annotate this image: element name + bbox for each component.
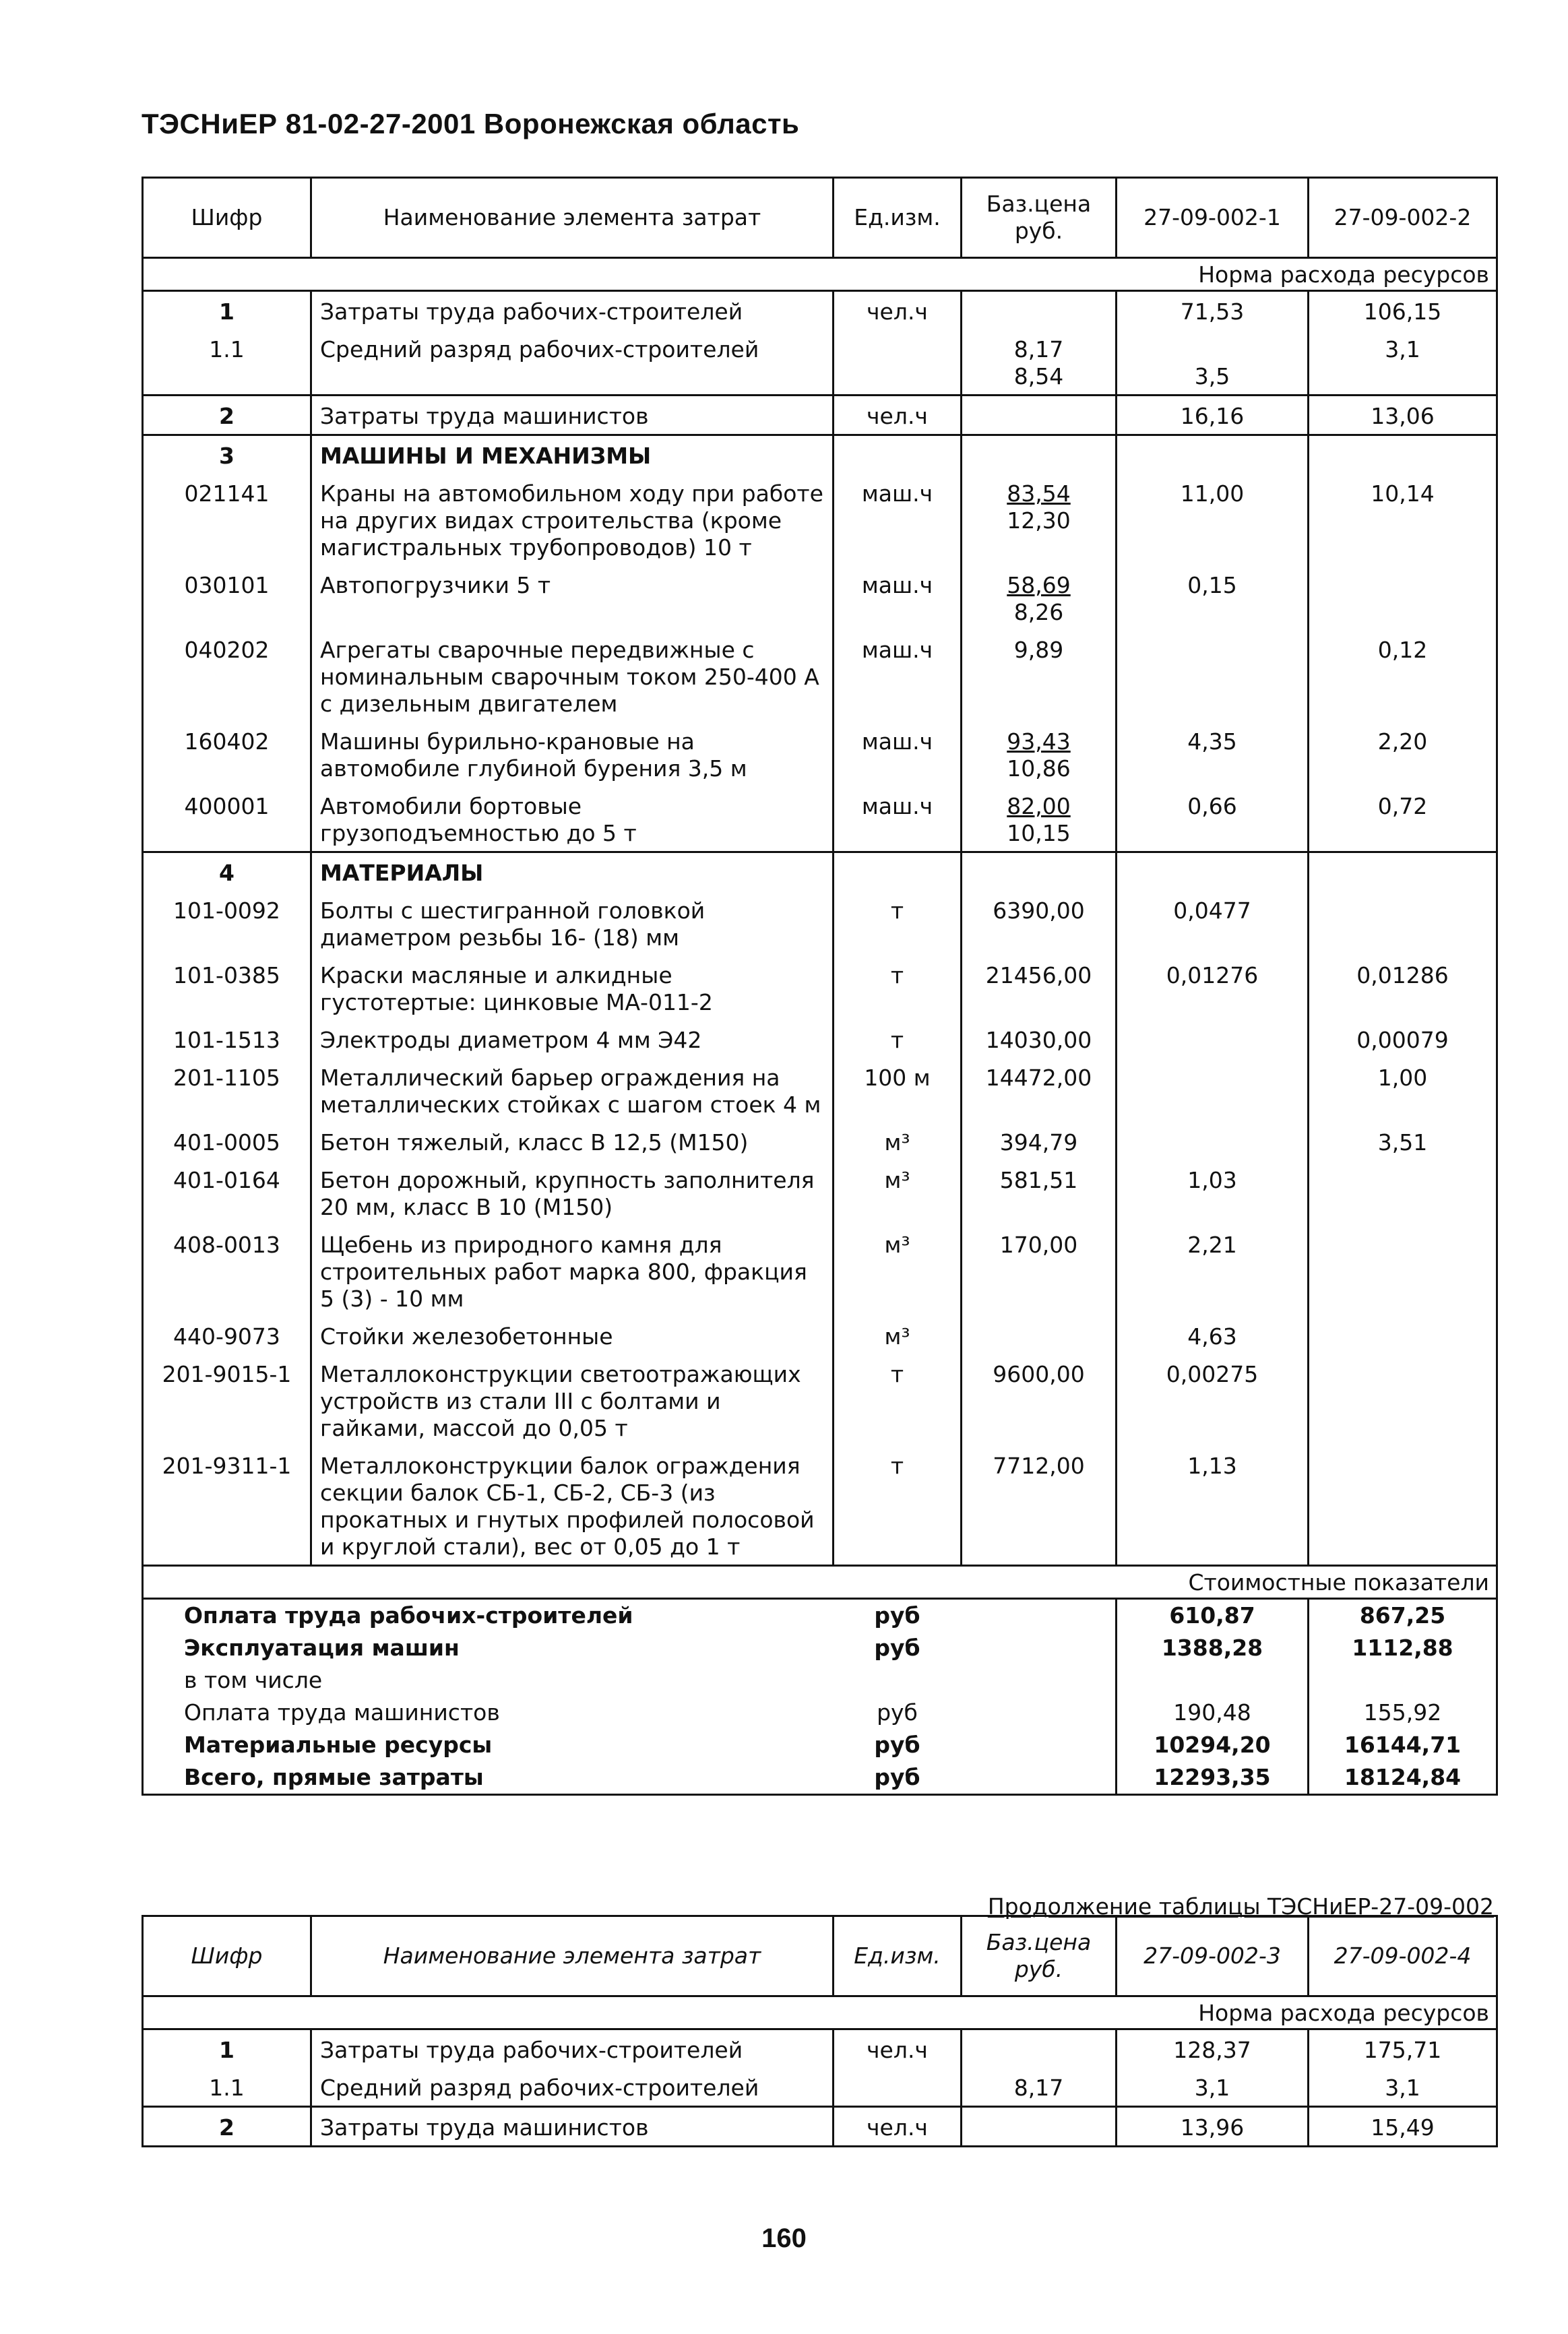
row-unit: [834, 435, 962, 474]
table-row: [143, 1317, 1497, 1354]
table-row: [143, 852, 1497, 891]
table-row: [143, 2107, 1497, 2147]
price-value: 394,79: [999, 1129, 1078, 1156]
value-1: 0,0477: [1173, 897, 1251, 924]
row-price: [962, 1225, 1117, 1317]
price-value: 83,54: [1007, 480, 1071, 507]
row-unit: маш.ч: [834, 722, 962, 786]
total-spacer: [962, 1697, 1117, 1729]
table-row: [143, 474, 1497, 565]
row-unit: т: [834, 891, 962, 955]
row-value-1: [1117, 2107, 1309, 2147]
price-secondary: 8,54: [1013, 363, 1064, 389]
row-value-2: [1309, 1317, 1497, 1354]
row-unit: маш.ч: [834, 786, 962, 852]
row-code: 101-0385: [143, 955, 311, 1020]
row-unit: [834, 2068, 962, 2107]
value-1-secondary: 3,5: [1194, 363, 1230, 389]
table-row: [143, 291, 1497, 330]
row-name: Электроды диаметром 4 мм Э42: [311, 1020, 834, 1058]
table-header-row: [143, 1916, 1497, 1996]
table-row: [143, 1225, 1497, 1317]
row-name: МАТЕРИАЛЫ: [311, 852, 834, 891]
row-code: 101-1513: [143, 1020, 311, 1058]
row-value-1: [1117, 955, 1309, 1020]
price-value: 170,00: [999, 1232, 1078, 1258]
total-row: [143, 1632, 1497, 1664]
row-value-2: 15,49: [1309, 2107, 1497, 2147]
row-code: 1: [143, 2029, 311, 2069]
row-value-2: 2,20: [1309, 722, 1497, 786]
row-value-1: [1117, 396, 1309, 435]
total-spacer: [962, 1729, 1117, 1761]
price-value: 58,69: [1007, 572, 1071, 598]
total-value-2: [1309, 1664, 1497, 1697]
total-spacer: [962, 1632, 1117, 1664]
row-price: [962, 2107, 1117, 2147]
table-row: [143, 786, 1497, 852]
row-unit: [834, 852, 962, 891]
total-label: в том числе: [143, 1664, 834, 1697]
price-value: 14472,00: [985, 1065, 1092, 1091]
row-value-1: [1117, 1354, 1309, 1446]
row-value-2: [1309, 1446, 1497, 1566]
row-name: Щебень из природного камня для строительных работ марка 800, фракция 5 (3) - 10 мм: [311, 1225, 834, 1317]
row-value-1: [1117, 1123, 1309, 1160]
row-unit: т: [834, 955, 962, 1020]
total-value-1: 10294,20: [1117, 1729, 1309, 1761]
row-value-2: 0,00079: [1309, 1020, 1497, 1058]
value-1: 1,13: [1187, 1453, 1237, 1479]
price-value: 9600,00: [993, 1361, 1085, 1387]
row-code: 400001: [143, 786, 311, 852]
value-1: 11,00: [1180, 480, 1245, 507]
row-price: [962, 474, 1117, 565]
value-1: 3,1: [1194, 2075, 1230, 2101]
row-name: Автопогрузчики 5 т: [311, 565, 834, 630]
row-unit: т: [834, 1446, 962, 1566]
row-value-2: 13,06: [1309, 396, 1497, 435]
value-1: 0,01276: [1166, 962, 1259, 988]
row-value-1: [1117, 786, 1309, 852]
row-value-1: [1117, 891, 1309, 955]
price-value: 8,17: [1013, 336, 1064, 362]
total-spacer: [962, 1664, 1117, 1697]
table-row: [143, 2068, 1497, 2107]
section-label: Норма расхода ресурсов: [143, 1996, 1497, 2029]
row-name: Краски масляные и алкидные густотертые: цинковые МА-011-2: [311, 955, 834, 1020]
value-1: 128,37: [1173, 2037, 1251, 2063]
price-secondary: 10,15: [1007, 820, 1071, 846]
column-header: Ед.изм.: [834, 178, 962, 258]
row-value-2: 0,12: [1309, 630, 1497, 722]
row-price: [962, 1160, 1117, 1225]
total-unit: [834, 1664, 962, 1697]
price-value: 7712,00: [993, 1453, 1085, 1479]
row-value-1: [1117, 2029, 1309, 2069]
row-price: [962, 786, 1117, 852]
row-code: 440-9073: [143, 1317, 311, 1354]
total-value-2: 16144,71: [1309, 1729, 1497, 1761]
value-1: 2,21: [1187, 1232, 1237, 1258]
row-name: Стойки железобетонные: [311, 1317, 834, 1354]
total-value-1: 610,87: [1117, 1599, 1309, 1633]
price-value: 581,51: [999, 1167, 1078, 1193]
row-value-2: 1,00: [1309, 1058, 1497, 1123]
value-1: 71,53: [1180, 298, 1245, 325]
value-1: 0,66: [1187, 793, 1237, 819]
row-value-2: 3,1: [1309, 329, 1497, 396]
total-row: [143, 1729, 1497, 1761]
table-row: [143, 955, 1497, 1020]
row-unit: м³: [834, 1225, 962, 1317]
total-unit: руб: [834, 1761, 962, 1795]
row-value-1: [1117, 1317, 1309, 1354]
row-code: 201-9311-1: [143, 1446, 311, 1566]
row-unit: маш.ч: [834, 630, 962, 722]
total-unit: руб: [874, 1732, 920, 1758]
resource-table-1: [142, 177, 1498, 1796]
value-1: 0,00275: [1166, 1361, 1259, 1387]
table-header-row: [143, 178, 1497, 258]
table-row: [143, 2029, 1497, 2069]
cost-label: Стоимостные показатели: [143, 1566, 1497, 1599]
row-value-1: [1117, 630, 1309, 722]
total-label: Оплата труда рабочих-строителей: [143, 1599, 834, 1633]
document-header: ТЭСНиЕР 81-02-27-2001 Воронежская область: [142, 108, 800, 139]
total-label: Материальные ресурсы: [143, 1729, 834, 1761]
row-name: Металлоконструкции балок ограждения секции балок СБ-1, СБ-2, СБ-3 (из прокатных и гнутых профилей полосовой и круглой стали), вес от 0,05 до 1 т: [311, 1446, 834, 1566]
price-secondary: 10,86: [1007, 755, 1071, 782]
row-price: [962, 852, 1117, 891]
row-value-1: [1117, 1160, 1309, 1225]
row-code: 1.1: [143, 329, 311, 396]
column-header: Ед.изм.: [834, 1916, 962, 1996]
table-row: [143, 722, 1497, 786]
table-row: [143, 1058, 1497, 1123]
table-row: [143, 1123, 1497, 1160]
row-unit: м³: [834, 1160, 962, 1225]
row-code: 201-1105: [143, 1058, 311, 1123]
total-unit: руб: [874, 1635, 920, 1661]
row-name: Средний разряд рабочих-строителей: [311, 2068, 834, 2107]
total-value-2: 1112,88: [1309, 1632, 1497, 1664]
row-price: [962, 891, 1117, 955]
table-row: [143, 1160, 1497, 1225]
row-code: 2: [143, 2107, 311, 2147]
price-value: 14030,00: [985, 1027, 1092, 1053]
row-value-2: [1309, 891, 1497, 955]
total-value-1: [1117, 1664, 1309, 1697]
row-value-2: 0,01286: [1309, 955, 1497, 1020]
value-1: 13,96: [1180, 2114, 1245, 2141]
page-number: 160: [761, 2223, 807, 2253]
row-unit: 100 м: [834, 1058, 962, 1123]
row-value-1: [1117, 2068, 1309, 2107]
row-value-2: [1309, 1354, 1497, 1446]
price-value: 9,89: [1013, 637, 1064, 663]
row-name: Болты с шестигранной головкой диаметром резьбы 16- (18) мм: [311, 891, 834, 955]
row-value-2: 10,14: [1309, 474, 1497, 565]
row-name: Агрегаты сварочные передвижные с номинальным сварочным током 250-400 А с дизельным двигателем: [311, 630, 834, 722]
row-price: [962, 955, 1117, 1020]
row-price: [962, 2068, 1117, 2107]
row-value-1: [1117, 435, 1309, 474]
row-price: [962, 1020, 1117, 1058]
row-name: Бетон тяжелый, класс В 12,5 (М150): [311, 1123, 834, 1160]
total-value-1: 190,48: [1117, 1697, 1309, 1729]
total-value-1: 12293,35: [1117, 1761, 1309, 1795]
row-name: Автомобили бортовые грузоподъемностью до 5 т: [311, 786, 834, 852]
row-price: [962, 291, 1117, 330]
row-price: [962, 1354, 1117, 1446]
price-value: 21456,00: [985, 962, 1092, 988]
price-secondary: 8,26: [1013, 599, 1064, 625]
row-code: 101-0092: [143, 891, 311, 955]
value-1: 1,03: [1187, 1167, 1237, 1193]
value-1: 16,16: [1180, 403, 1245, 429]
table-row: [143, 1354, 1497, 1446]
row-value-1: [1117, 1020, 1309, 1058]
row-price: [962, 1446, 1117, 1566]
column-header: 27-09-002-1: [1117, 178, 1309, 258]
price-secondary: 12,30: [1007, 507, 1071, 534]
row-unit: маш.ч: [834, 565, 962, 630]
column-header: Наименование элемента затрат: [311, 178, 834, 258]
total-unit: руб: [877, 1699, 918, 1726]
row-code: 1.1: [143, 2068, 311, 2107]
price-value: 8,17: [1013, 2075, 1064, 2101]
row-price: [962, 1317, 1117, 1354]
continuation-caption: Продолжение таблицы ТЭСНиЕР-27-09-002: [987, 1893, 1494, 1920]
row-unit: чел.ч: [834, 291, 962, 330]
row-unit: м³: [834, 1317, 962, 1354]
row-value-2: [1309, 1225, 1497, 1317]
row-value-1: [1117, 329, 1309, 396]
row-code: 021141: [143, 474, 311, 565]
column-header: 27-09-002-4: [1309, 1916, 1497, 1996]
row-price: [962, 329, 1117, 396]
row-price: [962, 2029, 1117, 2069]
row-price: [962, 565, 1117, 630]
total-row: [143, 1761, 1497, 1795]
column-header: Баз.цена руб.: [962, 1916, 1117, 1996]
table-row: [143, 435, 1497, 474]
table-row: [143, 565, 1497, 630]
total-row: [143, 1664, 1497, 1697]
row-value-2: [1309, 852, 1497, 891]
price-value: 93,43: [1007, 728, 1071, 755]
row-name: Средний разряд рабочих-строителей: [311, 329, 834, 396]
price-value: 82,00: [1007, 793, 1071, 819]
row-price: [962, 1123, 1117, 1160]
table-row: [143, 1446, 1497, 1566]
column-header: Шифр: [143, 1916, 311, 1996]
table-row: [143, 329, 1497, 396]
row-code: 040202: [143, 630, 311, 722]
row-name: Металлический барьер ограждения на металлических стойках с шагом стоек 4 м: [311, 1058, 834, 1123]
total-value-2: 18124,84: [1309, 1761, 1497, 1795]
row-code: 2: [143, 396, 311, 435]
resource-table-2: [142, 1915, 1498, 2147]
row-value-1: [1117, 474, 1309, 565]
row-value-2: 0,72: [1309, 786, 1497, 852]
row-code: 401-0005: [143, 1123, 311, 1160]
value-1: [1125, 336, 1299, 363]
table-row: [143, 891, 1497, 955]
row-name: Машины бурильно-крановые на автомобиле глубиной бурения 3,5 м: [311, 722, 834, 786]
row-value-1: [1117, 852, 1309, 891]
column-header: 27-09-002-2: [1309, 178, 1497, 258]
row-code: 201-9015-1: [143, 1354, 311, 1446]
total-spacer: [962, 1761, 1117, 1795]
row-value-1: [1117, 1225, 1309, 1317]
row-unit: м³: [834, 1123, 962, 1160]
table-row: [143, 630, 1497, 722]
total-row: [143, 1599, 1497, 1633]
total-row: [143, 1697, 1497, 1729]
row-name: Затраты труда машинистов: [311, 2107, 834, 2147]
row-name: Затраты труда рабочих-строителей: [311, 291, 834, 330]
table-row: [143, 1020, 1497, 1058]
row-value-1: [1117, 1058, 1309, 1123]
section-label-row: [143, 258, 1497, 291]
column-header: Шифр: [143, 178, 311, 258]
row-code: 408-0013: [143, 1225, 311, 1317]
row-value-1: [1117, 1446, 1309, 1566]
row-name: Бетон дорожный, крупность заполнителя 20 мм, класс В 10 (М150): [311, 1160, 834, 1225]
row-code: 030101: [143, 565, 311, 630]
row-name: МАШИНЫ И МЕХАНИЗМЫ: [311, 435, 834, 474]
row-name: Затраты труда машинистов: [311, 396, 834, 435]
row-price: [962, 435, 1117, 474]
total-label: Всего, прямые затраты: [143, 1761, 834, 1795]
row-name: Металлоконструкции светоотражающих устройств из стали III с болтами и гайками, массой до 0,05 т: [311, 1354, 834, 1446]
total-unit: руб: [874, 1602, 920, 1629]
row-name: Краны на автомобильном ходу при работе на других видах строительства (кроме магистральных трубопроводов) 10 т: [311, 474, 834, 565]
row-value-2: [1309, 435, 1497, 474]
table-row: [143, 396, 1497, 435]
total-value-2: 155,92: [1309, 1697, 1497, 1729]
row-unit: т: [834, 1020, 962, 1058]
row-unit: [834, 329, 962, 396]
row-price: [962, 630, 1117, 722]
column-header: 27-09-002-3: [1117, 1916, 1309, 1996]
value-1: 4,35: [1187, 728, 1237, 755]
cost-label-row: [143, 1566, 1497, 1599]
row-code: 3: [143, 435, 311, 474]
row-code: 401-0164: [143, 1160, 311, 1225]
value-1: 0,15: [1187, 572, 1237, 598]
row-price: [962, 722, 1117, 786]
row-unit: чел.ч: [834, 2029, 962, 2069]
row-price: [962, 1058, 1117, 1123]
row-value-1: [1117, 722, 1309, 786]
row-unit: т: [834, 1354, 962, 1446]
total-value-1: 1388,28: [1117, 1632, 1309, 1664]
row-value-2: 3,1: [1309, 2068, 1497, 2107]
total-label: Эксплуатация машин: [143, 1632, 834, 1664]
row-code: 4: [143, 852, 311, 891]
column-header: Баз.цена руб.: [962, 178, 1117, 258]
total-label: Оплата труда машинистов: [143, 1697, 834, 1729]
total-value-2: 867,25: [1309, 1599, 1497, 1633]
row-unit: чел.ч: [834, 396, 962, 435]
row-unit: чел.ч: [834, 2107, 962, 2147]
section-label: Норма расхода ресурсов: [143, 258, 1497, 291]
total-spacer: [962, 1599, 1117, 1633]
row-value-2: [1309, 565, 1497, 630]
section-label-row: [143, 1996, 1497, 2029]
price-value: 6390,00: [993, 897, 1085, 924]
column-header: Наименование элемента затрат: [311, 1916, 834, 1996]
row-name: Затраты труда рабочих-строителей: [311, 2029, 834, 2069]
row-value-2: [1309, 1160, 1497, 1225]
row-value-1: [1117, 565, 1309, 630]
value-1: 4,63: [1187, 1323, 1237, 1350]
row-value-2: 3,51: [1309, 1123, 1497, 1160]
row-unit: маш.ч: [834, 474, 962, 565]
row-code: 160402: [143, 722, 311, 786]
row-value-1: [1117, 291, 1309, 330]
row-price: [962, 396, 1117, 435]
row-value-2: 106,15: [1309, 291, 1497, 330]
row-value-2: 175,71: [1309, 2029, 1497, 2069]
row-code: 1: [143, 291, 311, 330]
